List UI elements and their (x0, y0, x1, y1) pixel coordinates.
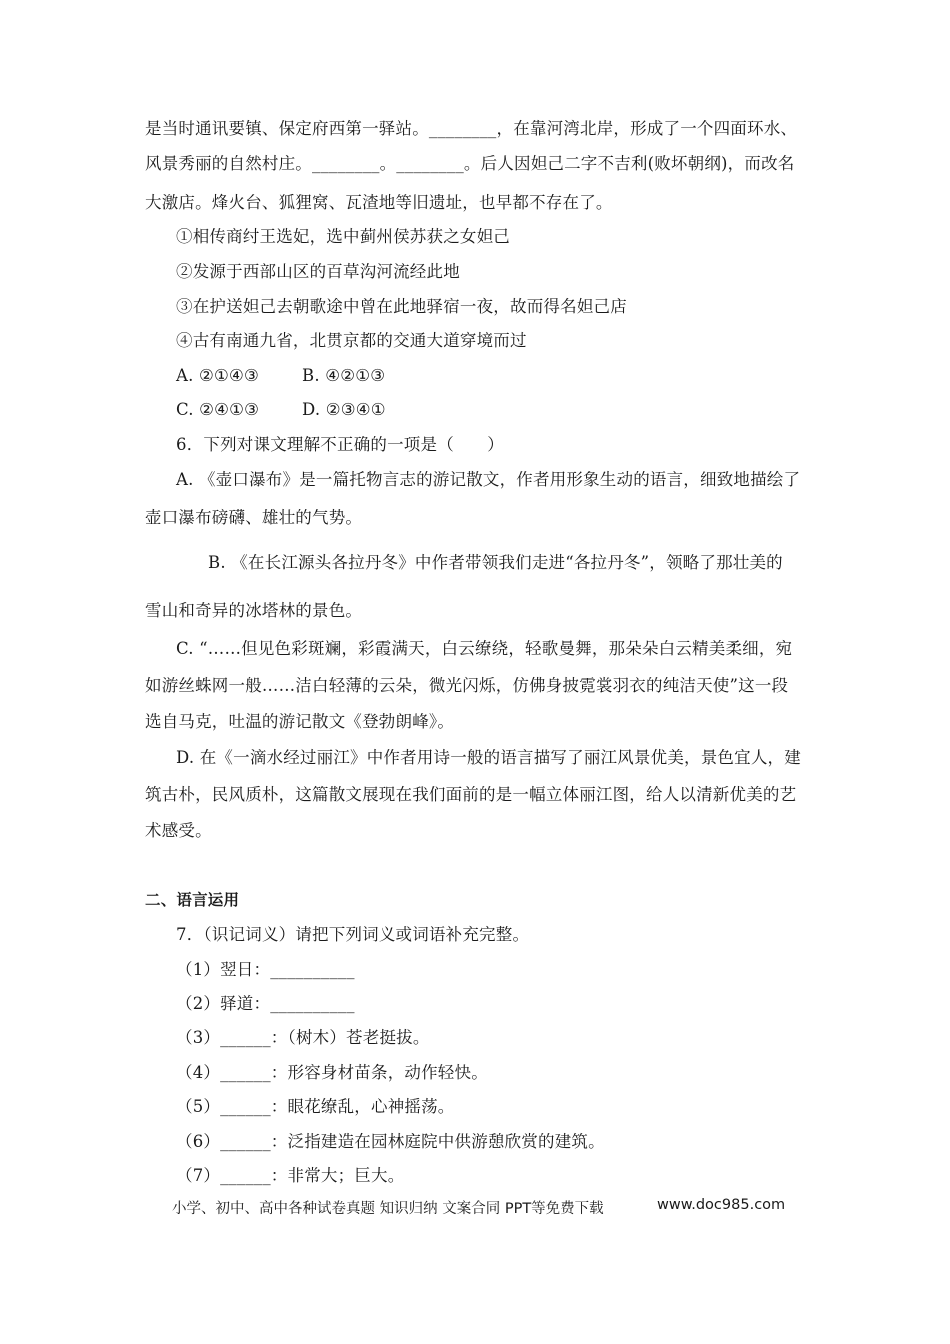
option-a: A. ②①④③ (176, 366, 259, 385)
option-b-cont: 雪山和奇异的冰塔林的景色。 (145, 601, 363, 620)
fill-item: （4）______：形容身材苗条，动作轻快。 (176, 1063, 488, 1082)
option-c: C. ②④①③ (176, 400, 260, 419)
option-d: D. 在《一滴水经过丽江》中作者用诗一般的语言描写了丽江风景优美，景色宜人，建 (176, 748, 801, 767)
fill-item: （5）______：眼花缭乱，心神摇荡。 (176, 1097, 455, 1116)
option-b: B. 《在长江源头各拉丹冬》中作者带领我们走进“各拉丹冬”，领略了那壮美的 (208, 553, 783, 572)
footer-text: 小学、初中、高中各种试卷真题 知识归纳 文案合同 PPT等免费下载 (172, 1201, 604, 1217)
passage-line: 是当时通讯要镇、保定府西第一驿站。________，在靠河湾北岸，形成了一个四面环水、 (145, 119, 798, 138)
option-d-cont: 术感受。 (145, 821, 212, 840)
passage-line: 风景秀丽的自然村庄。________。________。后人因妲己二字不吉利(败坏朝纲)，而改名 (145, 154, 795, 173)
option-c-cont: 选自马克，吐温的游记散文《登勃朗峰》。 (145, 712, 455, 731)
option-a-cont: 壶口瀑布磅礴、雄壮的气势。 (145, 508, 363, 527)
sentence-item: ③在护送妲己去朝歌途中曾在此地驿宿一夜，故而得名妲己店 (176, 297, 627, 316)
footer-link[interactable]: www.doc985.com (657, 1197, 786, 1213)
option-c-cont: 如游丝蛛网一般……洁白轻薄的云朵，微光闪烁，仿佛身披霓裳羽衣的纯洁天使”这一段 (145, 676, 789, 695)
option-a: A. 《壶口瀑布》是一篇托物言志的游记散文，作者用形象生动的语言，细致地描绘了 (176, 470, 801, 489)
sentence-item: ①相传商纣王选妃，选中蓟州侯苏获之女妲己 (176, 227, 510, 246)
fill-item: （1）翌日：__________ (176, 960, 355, 979)
fill-item: （2）驿道：__________ (176, 994, 355, 1013)
sentence-item: ④古有南通九省，北贯京都的交通大道穿境而过 (176, 331, 527, 350)
option-c: C. “……但见色彩斑斓，彩霞满天，白云缭绕，轻歌曼舞，那朵朵白云精美柔细，宛 (176, 639, 793, 658)
fill-item: （3）______：（树木）苍老挺拔。 (176, 1028, 430, 1047)
question-stem: 7．（识记词义）请把下列词义或词语补充完整。 (176, 925, 530, 944)
option-b: B. ④②①③ (302, 366, 386, 385)
sentence-item: ②发源于西部山区的百草沟河流经此地 (176, 262, 460, 281)
passage-line: 大激店。烽火台、狐狸窝、瓦渣地等旧遗址，也早都不存在了。 (145, 193, 613, 212)
fill-item: （7）______：非常大；巨大。 (176, 1166, 405, 1185)
option-d: D. ②③④① (302, 400, 386, 419)
option-d-cont: 筑古朴，民风质朴，这篇散文展现在我们面前的是一幅立体丽江图，给人以清新优美的艺 (145, 785, 797, 804)
question-stem: 6．下列对课文理解不正确的一项是（ ） (176, 435, 504, 454)
fill-item: （6）______：泛指建造在园林庭院中供游憩欣赏的建筑。 (176, 1132, 605, 1151)
section-heading: 二、语言运用 (145, 891, 240, 909)
